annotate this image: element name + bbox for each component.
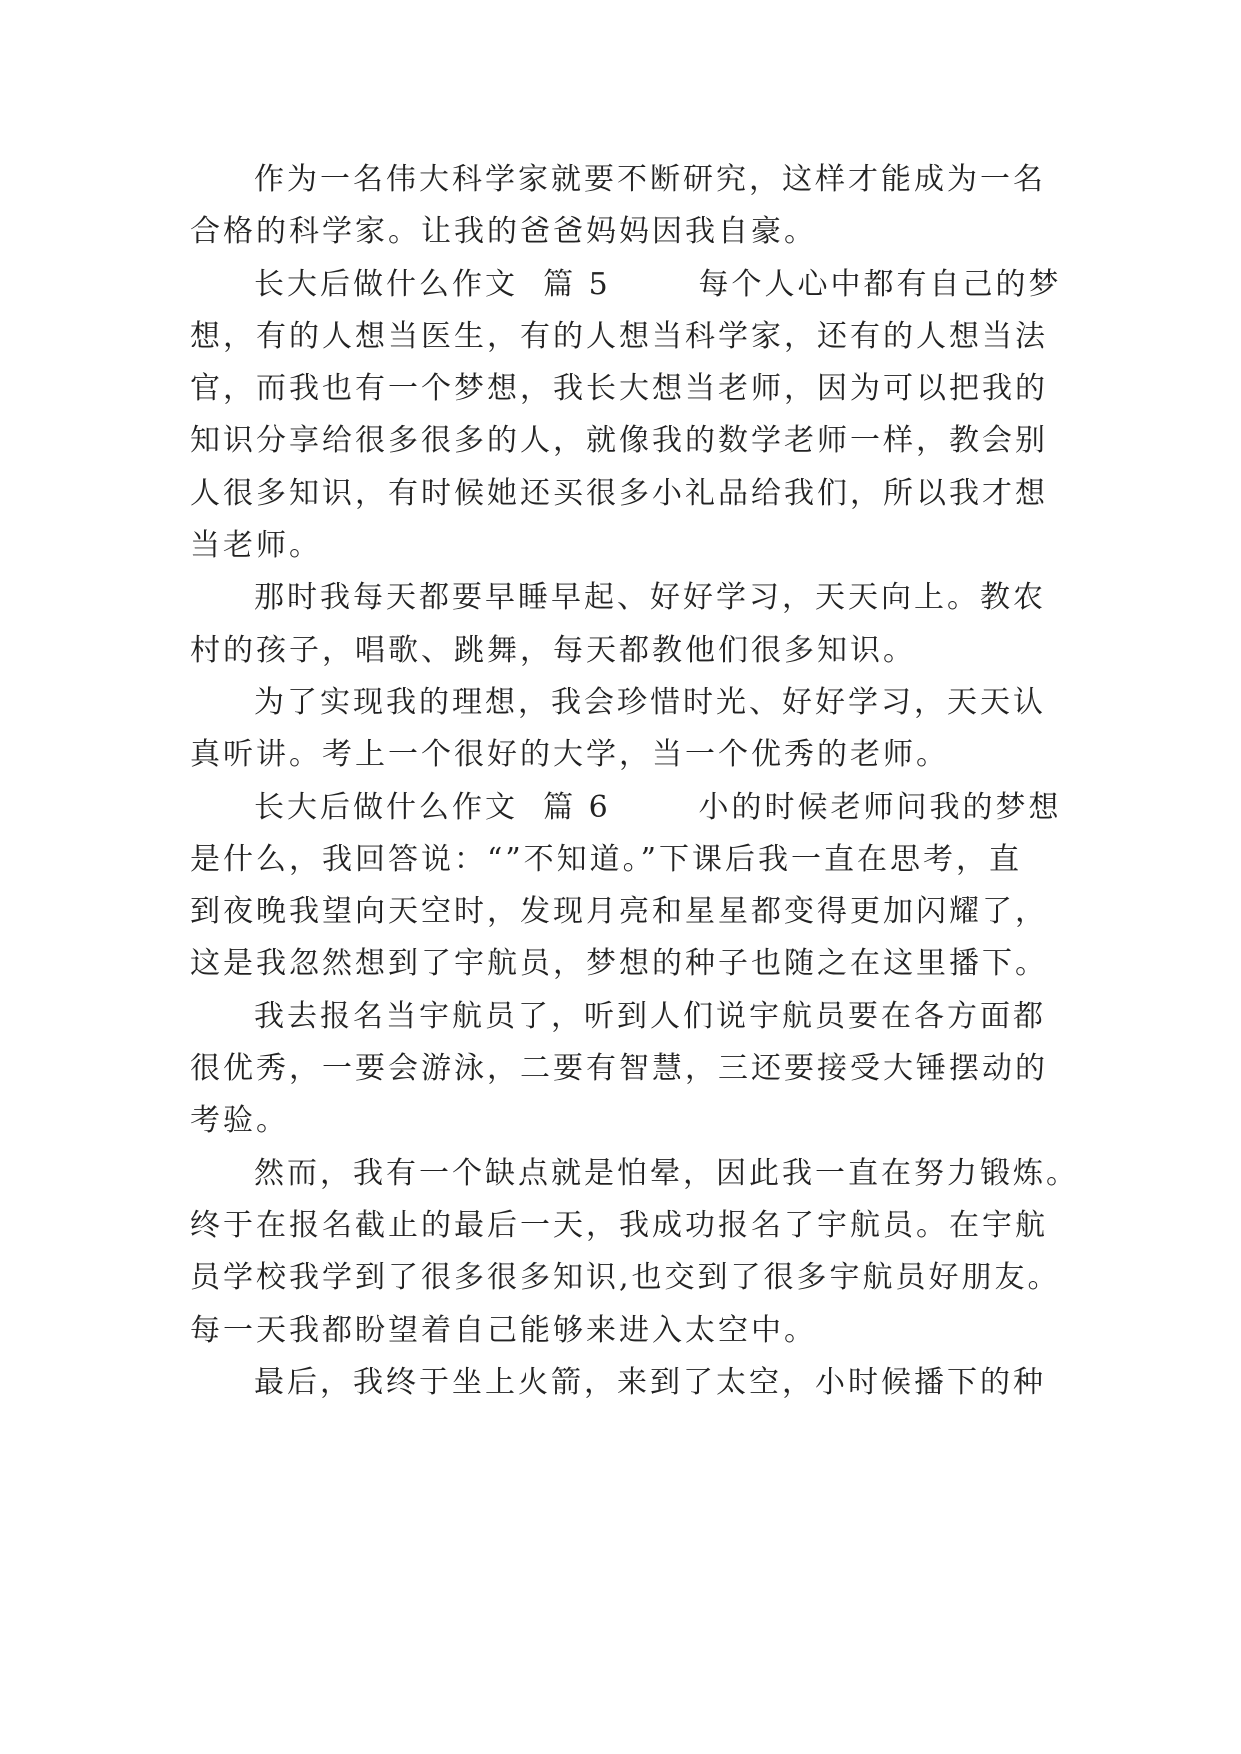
text-line: 人很多知识，有时候她还买很多小礼品给我们，所以我才想 — [190, 475, 1048, 511]
text-line: 最后，我终于坐上火箭，来到了太空，小时候播下的种 — [254, 1364, 1046, 1400]
text-line: 真听讲。考上一个很好的大学，当一个优秀的老师。 — [190, 737, 949, 773]
text-line: 那时我每天都要早睡早起、好好学习，天天向上。教农 — [254, 580, 1046, 616]
text-line: 考验。 — [190, 1103, 289, 1139]
text-line: 终于在报名截止的最后一天，我成功报名了宇航员。在宇航 — [190, 1207, 1048, 1243]
text-line: 当老师。 — [190, 528, 322, 564]
text-line: 很优秀，一要会游泳，二要有智慧，三还要接受大锤摆动的 — [190, 1051, 1048, 1087]
section-heading-line: 长大后做什么作文 篇 6 小的时候老师问我的梦想 — [254, 789, 1062, 825]
text-line: 每一天我都盼望着自己能够来进入太空中。 — [190, 1312, 817, 1348]
text-line: 到夜晚我望向天空时，发现月亮和星星都变得更加闪耀了， — [190, 894, 1048, 930]
text-line: 然而，我有一个缺点就是怕晕，因此我一直在努力锻炼。 — [254, 1155, 1079, 1191]
text-line: 为了实现我的理想，我会珍惜时光、好好学习，天天认 — [254, 684, 1046, 720]
text-line: 作为一名伟大科学家就要不断研究，这样才能成为一名 — [254, 162, 1046, 197]
text-line: 合格的科学家。让我的爸爸妈妈因我自豪。 — [190, 214, 817, 250]
text-line: 想，有的人想当医生，有的人想当科学家，还有的人想当法 — [190, 318, 1048, 354]
text-line: 村的孩子，唱歌、跳舞，每天都教他们很多知识。 — [190, 632, 916, 668]
text-line: 我去报名当宇航员了，听到人们说宇航员要在各方面都 — [254, 998, 1046, 1034]
text-line: 知识分享给很多很多的人，就像我的数学老师一样，教会别 — [190, 423, 1048, 459]
essay-text — [190, 154, 1079, 1409]
text-line: 员学校我学到了很多很多知识,也交到了很多宇航员好朋友。 — [190, 1260, 1061, 1296]
section-heading-line: 长大后做什么作文 篇 5 每个人心中都有自己的梦 — [254, 266, 1062, 302]
text-line: 这是我忽然想到了宇航员，梦想的种子也随之在这里播下。 — [190, 946, 1048, 982]
text-line: 是什么，我回答说：“”不知道。”下课后我一直在思考，直 — [190, 841, 1023, 877]
text-line: 官，而我也有一个梦想，我长大想当老师，因为可以把我的 — [190, 371, 1048, 407]
